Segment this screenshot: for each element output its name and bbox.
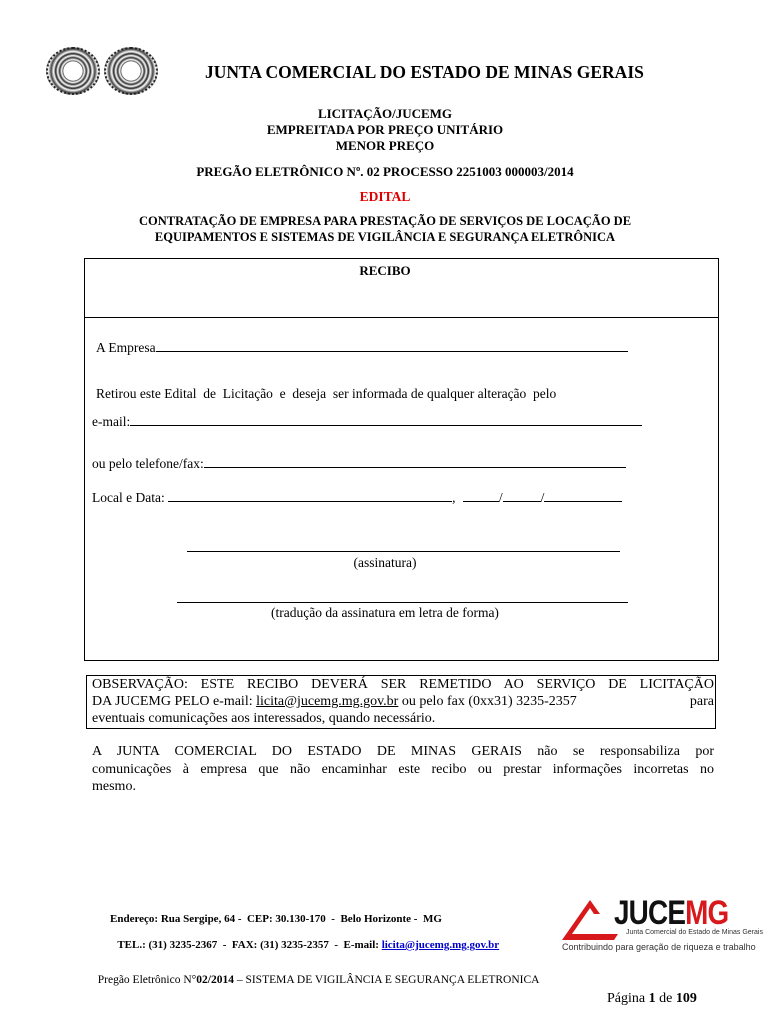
edital-title: EDITAL <box>359 189 411 204</box>
observacao-line-2-text: DA JUCEMG PELO e-mail: <box>92 694 257 709</box>
empresa-row <box>96 337 628 356</box>
email-label: e-mail: <box>92 414 131 429</box>
page-of: de <box>655 991 676 1006</box>
notice-line-2: comunicações à empresa que não encaminhar este recibo ou prestar informações incorretas no <box>92 762 714 777</box>
contract-line-2: EQUIPAMENTOS E SISTEMAS DE VIGILÂNCIA E SEGURANÇA ELETRÔNICA <box>154 230 616 244</box>
local-data-row <box>92 487 622 506</box>
footer-pregao-number: 02/2014 <box>196 974 234 986</box>
email-field[interactable] <box>130 411 642 426</box>
telefone-field[interactable] <box>204 453 626 468</box>
local-label: Local e Data: <box>92 490 165 505</box>
local-field[interactable] <box>168 487 452 502</box>
logo-wordmark <box>614 894 728 933</box>
traducao-label: (tradução da assinatura em letra de forma) <box>271 605 499 620</box>
footer-pregao <box>92 962 539 986</box>
telefone-label: ou pelo telefone/fax: <box>92 456 204 471</box>
slash-separator-1: / <box>498 490 503 505</box>
logo-juce: JUCE <box>614 894 686 932</box>
traducao-line[interactable] <box>177 602 628 603</box>
contract-line-1: CONTRATAÇÃO DE EMPRESA PARA PRESTAÇÃO DE SERVIÇOS DE LOCAÇÃO DE <box>138 214 632 228</box>
email-row <box>92 411 642 430</box>
assinatura-label: (assinatura) <box>353 555 417 570</box>
header-line-menor-preco: MENOR PREÇO <box>335 138 435 153</box>
org-title: JUNTA COMERCIAL DO ESTADO DE MINAS GERAIS <box>205 62 644 82</box>
pregao-title: PREGÃO ELETRÔNICO Nº. 02 PROCESSO 2251003 000003/2014 <box>196 164 574 179</box>
logo-tagline: Contribuindo para geração de riqueza e trabalho <box>562 942 756 952</box>
empresa-field[interactable] <box>156 337 628 352</box>
page-number <box>600 975 697 1007</box>
footer-pregao-prefix: Pregão Eletrônico N° <box>97 974 197 986</box>
footer-contact <box>112 927 499 951</box>
logo-mg: MG <box>685 894 729 932</box>
logo-triangle-icon <box>560 896 620 942</box>
observacao-para: para <box>689 694 714 709</box>
telefone-row <box>92 453 626 472</box>
notice-line-3: mesmo. <box>92 779 136 794</box>
footer-tel-fax: TEL.: (31) 3235-2367 - FAX: (31) 3235-2357 - E-mail: <box>117 939 382 951</box>
year-field[interactable] <box>544 487 622 502</box>
footer-email-link[interactable]: licita@jucemg.mg.gov.br <box>381 939 500 951</box>
footer-pregao-suffix: – SISTEMA DE VIGILÂNCIA E SEGURANÇA ELETRONICA <box>233 974 540 986</box>
observacao-line-3: eventuais comunicações aos interessados, quando necessário. <box>92 711 436 726</box>
coat-of-arms-seal-right <box>104 47 158 95</box>
footer-address: Endereço: Rua Sergipe, 64 - CEP: 30.130-170 - Belo Horizonte - MG <box>110 913 442 925</box>
header-line-empreitada: EMPREITADA POR PREÇO UNITÁRIO <box>266 122 504 137</box>
observacao-line-2 <box>92 694 714 710</box>
empresa-label: A Empresa <box>96 340 156 355</box>
recibo-title: RECIBO <box>359 263 411 278</box>
recibo-divider <box>84 317 718 318</box>
day-field[interactable] <box>463 487 499 502</box>
comma-separator: , <box>452 490 456 505</box>
page-total: 109 <box>675 991 697 1006</box>
slash-separator-2: / <box>540 490 545 505</box>
observacao-fax-text: ou pelo fax (0xx31) 3235-2357 <box>398 694 577 709</box>
page-prefix: Página <box>607 991 649 1006</box>
observacao-email-link[interactable]: licita@jucemg.mg.gov.br <box>256 694 399 709</box>
retirou-text: Retirou este Edital de Licitação e deseja ser informada de qualquer alteração pelo <box>96 386 557 401</box>
assinatura-line[interactable] <box>187 551 620 552</box>
logo-subtitle: Junta Comercial do Estado de Minas Gerais <box>626 929 763 936</box>
notice-line-1: A JUNTA COMERCIAL DO ESTADO DE MINAS GERAIS não se responsabiliza por <box>92 744 714 759</box>
page-current: 1 <box>648 991 656 1006</box>
observacao-line-1: OBSERVAÇÃO: ESTE RECIBO DEVERÁ SER REMETIDO AO SERVIÇO DE LICITAÇÃO <box>92 677 714 692</box>
jucemg-logo <box>560 894 763 956</box>
coat-of-arms-seal-left <box>46 47 100 95</box>
month-field[interactable] <box>503 487 541 502</box>
header-line-licitacao: LICITAÇÃO/JUCEMG <box>317 106 453 121</box>
